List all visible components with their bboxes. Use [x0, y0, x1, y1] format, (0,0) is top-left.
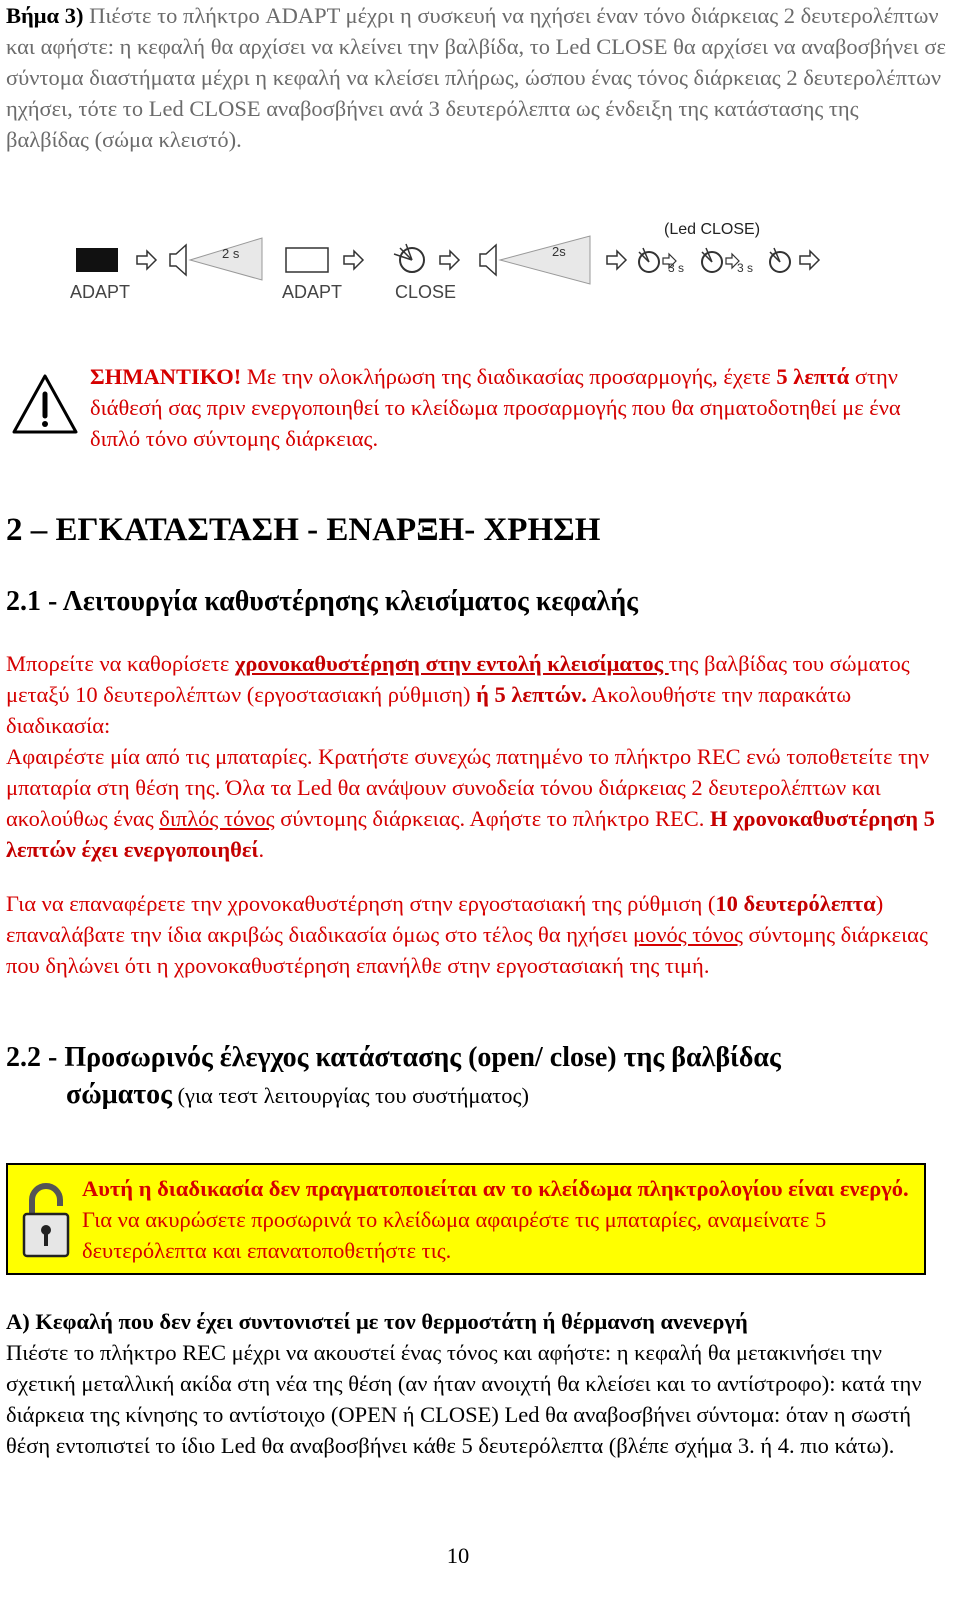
- p2-underlined: διπλός τόνος: [159, 806, 275, 831]
- p3-text-b: ) επαναλάβατε την ίδια ακριβώς διαδικασία όμως στο τέλος θα ηχήσει: [6, 891, 884, 947]
- arrow-3-icon: [440, 251, 459, 269]
- p2-bold: Η χρονοκαθυστέρηση 5 λεπτών έχει ενεργοποιηθεί: [6, 806, 935, 862]
- section-2-1-title: 2.1 - Λειτουργία καθυστέρησης κλεισίματος κεφαλής: [6, 586, 638, 617]
- arrow-1-icon: [137, 251, 156, 269]
- led-close-label: (Led CLOSE): [664, 221, 761, 238]
- speaker-1-icon: [170, 245, 186, 275]
- p3-text-c: σύντομης διάρκειας που δηλώνει ότι η χρονοκαθυστέρηση επανήλθε στην εργοστασιακή της τιμή.: [6, 922, 928, 978]
- tone-2-wedge: [500, 236, 590, 284]
- arrow-2-icon: [344, 251, 363, 269]
- p3-bold: 10 δευτερόλεπτα: [715, 891, 876, 916]
- adapt-button-released: [286, 248, 328, 272]
- p1-bold: ή 5 λεπτών.: [476, 682, 587, 707]
- p3-text-a: Για να επαναφέρετε την χρονοκαθυστέρηση στην εργοστασιακή της ρύθμιση (: [6, 891, 716, 916]
- adapt-label-2: ADAPT: [282, 282, 343, 302]
- page-number: 10: [446, 1543, 470, 1568]
- interval-2-label: 3 s: [737, 261, 754, 275]
- tone-1-label: 2 s: [222, 246, 240, 261]
- padlock-icon: [20, 1180, 72, 1260]
- important-text-2: στην διάθεσή σας πριν ενεργοποιηθεί το κλείδωμα προσαρμογής που θα σηματοδοτηθεί με ένα διπλό τόνο σύντομης διάρκειας.: [90, 364, 901, 451]
- notice-bold: Αυτή η διαδικασία δεν πραγματοποιείται αν το κλείδωμα πληκτρολογίου είναι ενεργό.: [82, 1176, 909, 1201]
- keypad-lock-notice-text: [82, 1173, 912, 1266]
- important-bold-1: 5 λεπτά: [776, 364, 850, 389]
- adapt-button-pressed: [76, 248, 118, 272]
- step3-paragraph: [6, 0, 946, 155]
- section-2-2-subtitle: (για τεστ λειτουργίας του συστήματος): [171, 1083, 529, 1108]
- arrow-7-icon: [800, 251, 819, 269]
- adapt-label-1: ADAPT: [70, 282, 131, 302]
- p3-underlined: μονός τόνος: [633, 922, 743, 947]
- speaker-2-icon: [480, 245, 496, 275]
- warning-triangle-icon: [10, 370, 80, 440]
- section-2-2-title-word: σώματος: [66, 1079, 172, 1110]
- step3-text: Πιέστε το πλήκτρο ADAPT μέχρι η συσκευή να ηχήσει έναν τόνο διάρκειας 2 δευτερολέπτων και αφήστε: η κεφαλή θα αρχίσει να κλείνει την βαλβίδα, το Led CLOSE θα αρχίσει να αναβοσβήνει σε σύντομα διαστήματα μέχρι η κεφαλή να κλείσει πλήρως, ώσπου ένας τόνος διάρκειας 2 δευτερολέπτων ηχήσει, τότε το Led CLOSE αναβοσβήνει ανά 3 δευτερόλεπτα ως ένδειξη της κατάστασης της βαλβίδας (σώμα κλειστό).: [6, 3, 946, 152]
- p1-underlined-bold: χρονοκαθυστέρηση στην εντολή κλεισίματος: [234, 651, 669, 676]
- p2-text-b: σύντομης διάρκειας. Αφήστε το πλήκτρο REC.: [274, 806, 711, 831]
- close-label: CLOSE: [395, 282, 457, 302]
- tone-2-label: 2s: [552, 244, 566, 259]
- important-lead: ΣΗΜΑΝΤΙΚΟ!: [90, 364, 242, 389]
- arrow-4-icon: [607, 251, 626, 269]
- p1-text-b: της βαλβίδας του σώματος μεταξύ 10 δευτερολέπτων (εργοστασιακή ρύθμιση): [6, 651, 910, 707]
- important-text-1: Με την ολοκλήρωση της διαδικασίας προσαρμογής, έχετε: [241, 364, 777, 389]
- section-2-2-title: 2.2 - Προσωρινός έλεγχος κατάστασης (open/ close) της βαλβίδας: [6, 1042, 781, 1073]
- p2-end: .: [258, 837, 265, 862]
- p1-text-c: Ακολουθήστε την παρακάτω διαδικασία:: [6, 682, 852, 738]
- part-a-text: Πιέστε το πλήκτρο REC μέχρι να ακουστεί ένας τόνος και αφήστε: η κεφαλή θα μετακινήσει την σχετική μεταλλική ακίδα στη νέα της θέση (αν ήταν ανοιχτή θα κλείσει και το αντίστροφο): κατά την διάρκεια της κίνησης το αντίστοιχο (OPEN ή CLOSE) Led θα αναβοσβήνει σύντομα: όταν η σωστή θέση εντοπιστεί το ίδιο Led θα αναβοσβήνει κάθε 5 δευτερόλεπτα (βλέπε σχήμα 3. ή 4. πιο κάτω).: [6, 1340, 922, 1458]
- led-blink-rays: [394, 244, 412, 260]
- step3-lead: Βήμα 3): [6, 3, 84, 28]
- interval-1-label: 3 s: [668, 261, 685, 275]
- section-2-1-body: [6, 648, 946, 865]
- important-notice: [90, 361, 910, 454]
- section-2-title: 2 – ΕΓΚΑΤΑΣΤΑΣΗ - ΕΝΑΡΞΗ- ΧΡΗΣΗ: [6, 512, 601, 548]
- section-2-1-reset-paragraph: [6, 888, 946, 981]
- p1-text-a: Μπορείτε να καθορίσετε: [6, 651, 235, 676]
- adapt-sequence-diagram: [62, 218, 862, 318]
- notice-text: Για να ακυρώσετε προσωρινά το κλείδωμα αφαιρέστε τις μπαταρίες, αναμείνατε 5 δευτερόλεπτα και επανατοποθετήστε τις.: [82, 1207, 827, 1263]
- part-a-title: Α) Κεφαλή που δεν έχει συντονιστεί με τον θερμοστάτη ή θέρμανση ανενεργή: [6, 1309, 748, 1334]
- section-2-2-title-cont: [66, 1077, 529, 1114]
- p2-text-a: Αφαιρέστε μία από τις μπαταρίες. Κρατήστε συνεχώς πατημένο το πλήκτρο REC ενώ τοποθετείτε την μπαταρία στη θέση της. Όλα τα Led θα ανάψουν συνοδεία τόνου διάρκειας 2 δευτερολέπτων και ακολούθως ένας: [6, 744, 930, 831]
